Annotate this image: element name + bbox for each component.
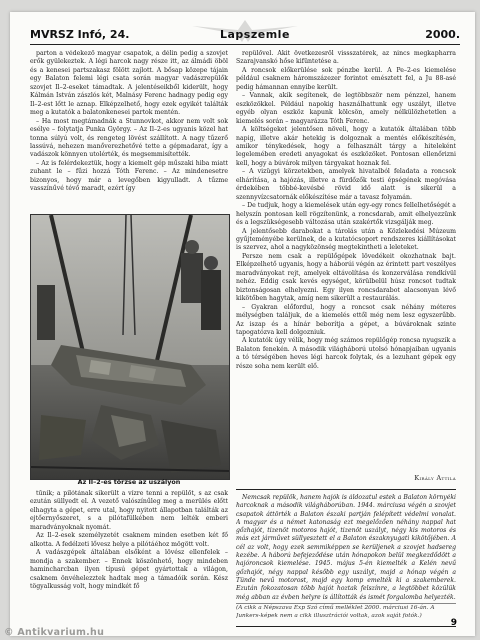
paragraph: – Az is felérdekeztük, hogy a kiemelt gép műszaki hiba miatt zuhant le – fűzi hozzá Tóth Ferenc. – Az mindenesetre bizonyos, hogy már a levegőben kigyulladt. A tűzme vasszínűvé tévő maradt, ezért így <box>30 159 228 193</box>
issue-year: 2000. <box>425 28 460 41</box>
paragraph: parton a védekező magyar csapatok, a délin pedig a szovjet erők gyülekeztek. A légi harcok nagy része itt, az álmádi öböl és a kenesei partszakasz fölött zajlott. A bősap közepe tájain egy Balaton felemi légi csata során magyar vadászrepülők szovjet Il–2-eseket támadtak. A jelentéseikből kiderült, hogy Kálmán István zászlós két, Malnásy Ferenc hadnagy pedig egy Il–2-est lőtt le aznap. Elképzelhető, hogy ezek egyikét találták meg a kutatók a balatonkenesei partok mentén. <box>30 50 228 117</box>
paragraph: repülővel. Akit övetkezesről vissszatérek, az nincs megkapharra Szarajvanskó hőse kifüntetése a. <box>236 50 456 66</box>
paragraph: – Gyakran előfordul, hogy a roncsot csak néhány méteres mélységben találjuk, de a kiemelés ettől még nem lesz egyszerűbb. Az iszap és a hínár beborítja a gépet, a búvároknak szinte tapogatózva kell dolgozniuk. <box>236 303 456 336</box>
paragraph: A költségeket jelentősen növeli, hogy a kutatók általában több napig, illetve akár hetekig is dolgoznak a mentés előkészítésén, amikor ténykedések, hogy a felhasznált tárgy a hiteleként legelemében eredeti anyagokat és eszközöket. Pontosan ellenőrizni kell, hogy a búvárok milyen tárgyakat hoznak fel. <box>236 126 456 167</box>
author-signature: Király Attila <box>414 474 456 482</box>
magazine-page <box>10 12 475 636</box>
right-column <box>236 50 456 470</box>
aircraft-wreck-photo <box>30 214 230 480</box>
paragraph: Az Il–2-esek személyzetét csaknem minden esetben két fő alkotta. A fedélzeti lővesz helye a pilótáéhoz mögött volt. <box>30 532 228 548</box>
paragraph: A vadászgépek általában elsőként a lövész ellenfelek – mondja a szakember. – Ennek köszönhető, hogy mindeben hamincharcban ilyen típusú gépet gyártottak a világon, csaknem önvéhelezztek hadtak meg a támadóik során. Kész tögyalkusság volt, hogy mindkét fő <box>30 549 228 590</box>
watermark: © Antikvarium.hu <box>4 627 105 638</box>
source-note: (A cikk a Népszava Exp Szó című melléklet 2000. márciusi 16-án. A Junkers-képek nem a cikk illusztrációi voltak, azok saját fotók.) <box>236 603 456 620</box>
sidebar-box <box>236 489 456 627</box>
paragraph: Persze nem csak a repülőgépek lövedékeit okozhatnak bajt. Elképzelhető ugyanis, hogy a háborúi végén az érintett part veszélyes maradványokat rejt, amelyek eltávolítása és konzerválása rendkívül nehéz. Eddig csak kevés egységet, körülbelül húsz roncsot tudtak biztonságosan elhelyezni. Egy ilyen roncsdarabot alacsonyan lévő kikötőben hagytak, amíg nem sikerült a restaurálás. <box>236 252 456 303</box>
paragraph: A kutatók úgy vélik, hogy még számos repülőgép roncsa nyugszik a Balaton fenekén. A második világháború utolsó hónapjaiban ugyanis a tó térségében heves légi harcok folytak, és a lezuhant gépek egy része soha nem került elő. <box>236 337 456 370</box>
sidebar-text <box>236 494 456 602</box>
paragraph: A roncsok előkerülése sok pénzbe kerül. A Pe–2-es kiemelése például csaknem háromszázezer forintot emésztett fel, a Ju 88-asé pedig hámannan ennyibe került. <box>236 66 456 91</box>
publication-name: MVRSZ Infó, 24. <box>30 28 130 41</box>
wreck-photo-illustration <box>31 215 229 479</box>
left-column-top <box>30 50 228 210</box>
paragraph: A jelentősebb darabokat a tárolás után a Közlekedési Múzeum gyűjteményébe kerülnek, de a kutatócsoport rendszeres kiállításokat is szervez, ahol a nagyközönség megtekintheti a leleteket. <box>236 227 456 252</box>
left-column-bottom <box>30 490 228 628</box>
photo-caption: Az Il–2-es törzse az uszályon <box>77 478 181 486</box>
page-number: 9 <box>450 618 457 628</box>
page-header <box>30 26 460 45</box>
paragraph: – De tudjuk, hogy a kiemelések után egy-egy roncs fellelhetőségét a helyszín pontosan kell rögzítenünk, a roncsdarab, amit elhelyezzünk és a legszükségesebb változása után szakértők vizsgálják meg. <box>236 202 456 227</box>
paragraph: – Ha most megtámadnák a Stunnovkot, akkor nem volt sok esélye – folytatja Punka György. – Az Il–2-es ugyanis közel hat tonna súlyú volt, és rengeteg lövést szállított. A nagy tűzerő lassúvá, nehezen manőverezhetővé tette a gépmadarat, így a vadászok könnyen utolérték, és megsemmisítették. <box>30 117 228 159</box>
paragraph: – Vannak, akik segítenek, de legtöbbször nem pénzzel, hanem eszközökkel. Például napokig használhattunk egy uszályt, illetve egyéb olyan eszköz kapunk kölcsön, amely nélkülözhetetlen a kiemelés során – magyarázza Tóth Ferenc. <box>236 92 456 125</box>
sidebar-paragraph: Nemcsak repülők, hanem hajók is áldozatul estek a Balaton környéki harcoknak a második világháborúban. 1944. márciusa végén a szovjet csapatok áttörték a Balaton északi partján felépített védelmi vonalat. A magyar és a német katonaság ezt megelőzően néhány nappal hat gőzhajót, tizenöt motoros hajót, tizenöt uszályt, négy kis motoros és más ezt járművet süllyesztett el a Balaton északnyugati kikötőjében. A cél az volt, hogy ezek semmiképpen se kerüljenek a szovjet hadsereg kezébe. A háború befejeződése után hónapokon belül megkezdődött a hajóroncsok kiemelése. 1945. május 5-én kiemelték a Kelén nevű gőzhajót, négy nappal később egy uszályt, majd a hónap végén a Tünde nevű motorost, majd egy komp emelték ki a szakemberek. Ezután fokozatosan több hajót hoztak felszínre, a legtöbbet közülük még abban az évben helyre is állították és ismét forgalomba helyezték. <box>236 494 456 601</box>
paragraph: tűnik; a pilótának sikerült a vízre tenni a repülőt, s az csak ezután süllyedt el. A vezető valószínűleg meg a merülés előtt elhagyta a gépet, erre utal, hogy nyitott állapotban találták az ejtőernyőszeret, s a pilótafülkében nem lelték emberi maradványoknak nyomát. <box>30 490 228 531</box>
paragraph: – A vizügyi körzetekben, amelyek hivatalból feladata a roncsok elhárítása, a hajózás, illetve a fürdőzők testi épségének megóvása érdekében többé-kevésbé rövid idő alatt is sikerül a szennyvízcsatornák előkészítése már a tavasz folyamán. <box>236 168 456 201</box>
section-title: Lapszemle <box>220 28 290 41</box>
